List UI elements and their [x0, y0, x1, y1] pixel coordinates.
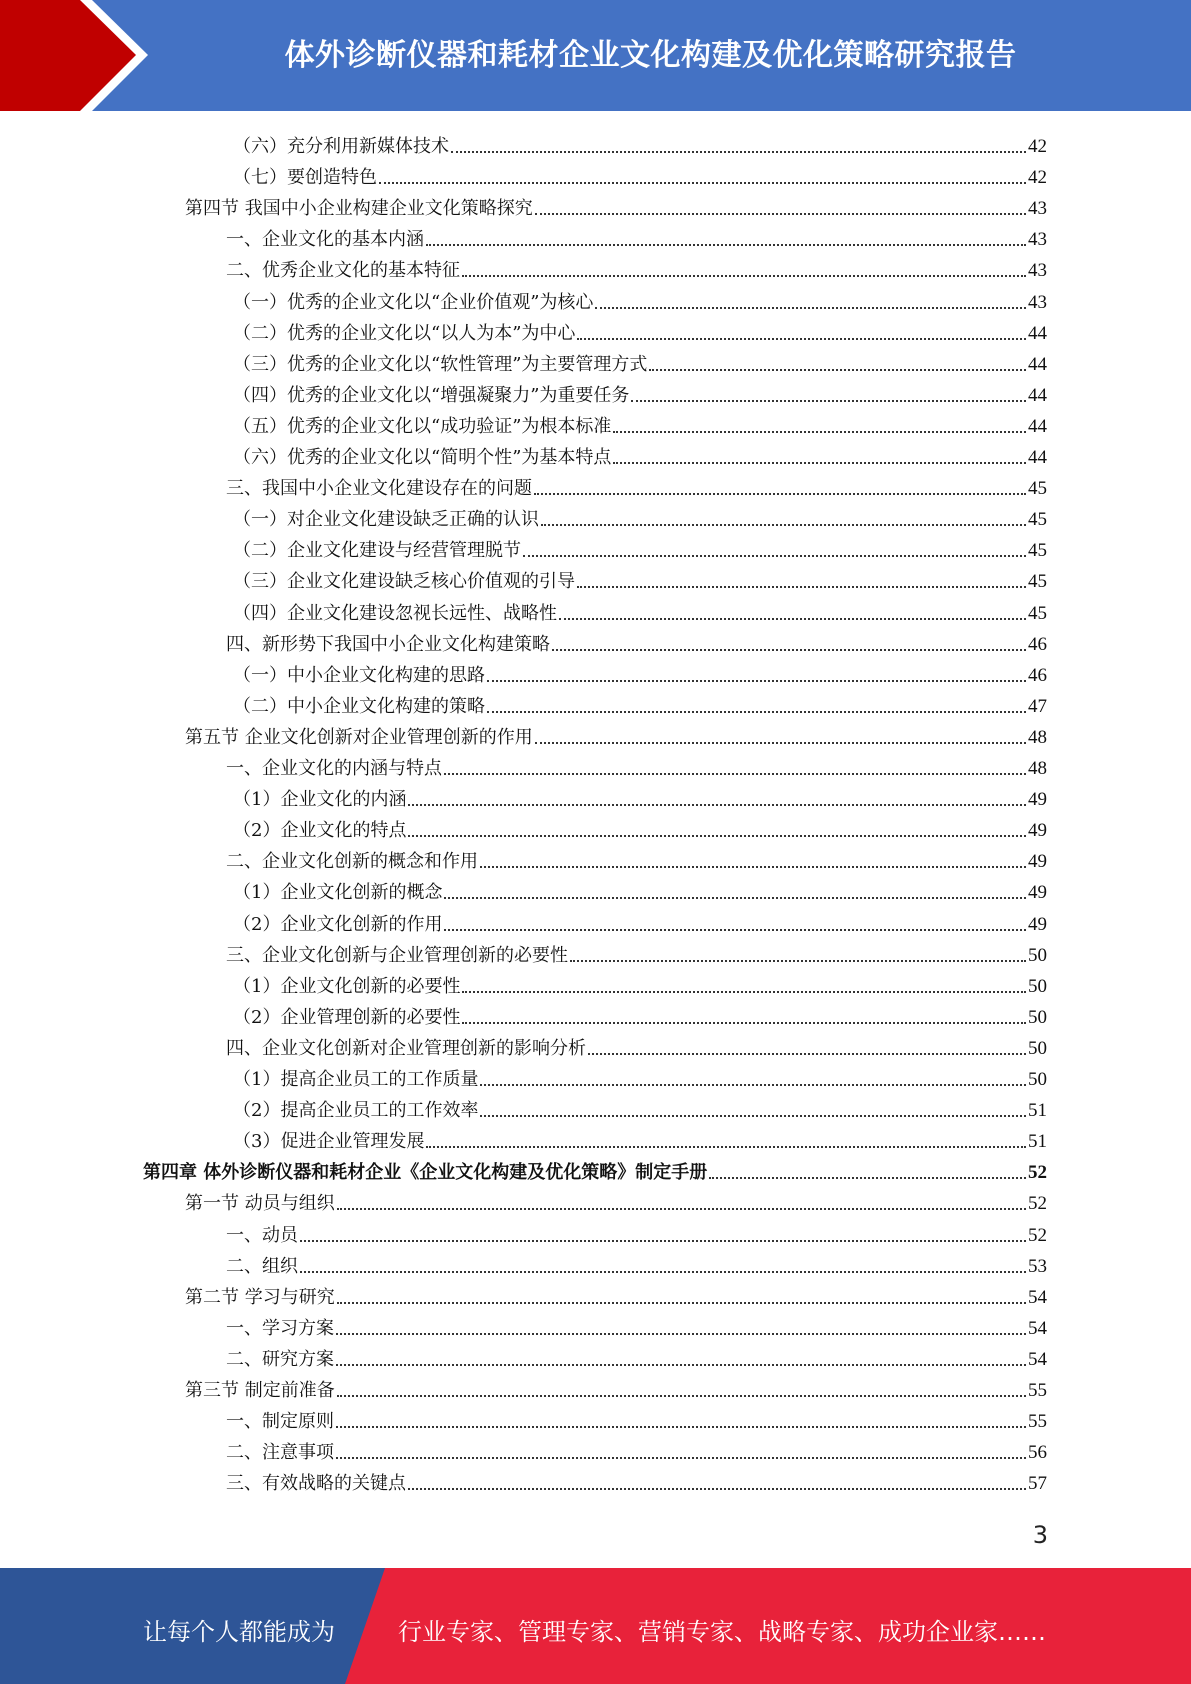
toc-entry-label: 一、企业文化的基本内涵: [226, 229, 424, 251]
toc-entry-label: 二、组织: [226, 1255, 298, 1277]
page-number: 3: [1032, 1521, 1048, 1549]
toc-entry-label: （一）优秀的企业文化以“企业价值观”为核心: [233, 291, 594, 313]
toc-leader-dots: [487, 711, 1026, 713]
toc-entry-label: 第一节 动员与组织: [185, 1193, 335, 1215]
toc-entry-label: 四、新形势下我国中小企业文化构建策略: [226, 633, 550, 655]
toc-entry-page: 45: [1028, 540, 1047, 562]
toc-entry-page: 45: [1028, 478, 1047, 500]
toc-leader-dots: [534, 493, 1026, 495]
toc-entry[interactable]: [185, 189, 1047, 220]
toc-entry-page: 48: [1028, 758, 1047, 779]
toc-entry-label: （3）促进企业管理发展: [233, 1131, 425, 1153]
toc-entry-page: 52: [1028, 1224, 1047, 1246]
toc-entry[interactable]: [185, 1371, 1047, 1402]
toc-entry-page: 48: [1028, 726, 1047, 748]
toc-leader-dots: [570, 960, 1026, 962]
toc-entry-page: 50: [1028, 1037, 1047, 1059]
toc-entry-page: 43: [1028, 198, 1047, 220]
toc-entry[interactable]: [226, 1247, 1047, 1278]
toc-entry[interactable]: [226, 625, 1047, 656]
toc-entry-page: 43: [1028, 229, 1047, 251]
toc-entry-page: 55: [1028, 1380, 1047, 1401]
toc-entry-label: （一）对企业文化建设缺乏正确的认识: [233, 509, 539, 531]
toc-entry-label: （二）优秀的企业文化以“以人为本”为中心: [233, 322, 576, 344]
toc-entry-page: 47: [1028, 695, 1047, 717]
toc-entry[interactable]: [233, 314, 1047, 345]
toc-entry[interactable]: [233, 905, 1047, 936]
toc-leader-dots: [535, 742, 1026, 744]
toc-entry[interactable]: [226, 1402, 1047, 1433]
toc-entry-label: 二、企业文化创新的概念和作用: [226, 851, 478, 873]
toc-entry-label: （七）要创造特色: [233, 167, 377, 189]
toc-leader-dots: [444, 773, 1026, 775]
toc-entry-page: 49: [1028, 913, 1047, 935]
toc-entry-label: （2）企业文化创新的作用: [233, 913, 443, 935]
toc-entry[interactable]: [233, 376, 1047, 407]
toc-leader-dots: [649, 369, 1026, 371]
toc-entry-label: （2）企业文化的特点: [233, 820, 407, 842]
toc-entry-page: 49: [1028, 882, 1047, 904]
toc-entry[interactable]: [226, 1309, 1047, 1340]
toc-entry-page: 50: [1028, 1006, 1047, 1028]
toc-entry-label: 二、研究方案: [226, 1348, 334, 1370]
toc-leader-dots: [613, 462, 1026, 464]
toc-entry-page: 44: [1028, 322, 1047, 344]
toc-leader-dots: [535, 213, 1026, 215]
toc-leader-dots: [631, 400, 1026, 402]
toc-leader-dots: [337, 1302, 1026, 1304]
toc-leader-dots: [379, 182, 1026, 184]
toc-leader-dots: [577, 586, 1026, 588]
toc-entry[interactable]: [233, 158, 1047, 189]
toc-entry[interactable]: [233, 531, 1047, 562]
toc-entry-page: 44: [1028, 447, 1047, 468]
toc-entry-label: （四）企业文化建设忽视长远性、战略性: [233, 602, 557, 624]
toc-leader-dots: [336, 1333, 1026, 1335]
toc-entry-label: 第五节 企业文化创新对企业管理创新的作用: [185, 726, 533, 748]
toc-entry-page: 42: [1028, 167, 1047, 189]
toc-entry-label: （二）企业文化建设与经营管理脱节: [233, 540, 521, 562]
toc-entry-label: （1）企业文化创新的必要性: [233, 975, 461, 997]
toc-leader-dots: [337, 1208, 1026, 1210]
toc-entry[interactable]: [233, 562, 1047, 593]
toc-entry-label: 第二节 学习与研究: [185, 1286, 335, 1308]
toc-entry[interactable]: [233, 780, 1047, 811]
toc-leader-dots: [462, 1022, 1026, 1024]
toc-leader-dots: [577, 338, 1026, 340]
toc-entry[interactable]: [226, 1340, 1047, 1371]
toc-entry-page: 44: [1028, 415, 1047, 437]
toc-entry-page: 51: [1028, 1131, 1047, 1153]
toc-entry-label: （四）优秀的企业文化以“增强凝聚力”为重要任务: [233, 384, 630, 406]
toc-entry-label: （2）企业管理创新的必要性: [233, 1006, 461, 1028]
toc-entry-page: 46: [1028, 633, 1047, 655]
toc-entry-label: （六）优秀的企业文化以“简明个性”为基本特点: [233, 447, 612, 468]
toc-entry-label: （六）充分利用新媒体技术: [233, 136, 449, 157]
toc-leader-dots: [480, 1115, 1026, 1117]
toc-entry-page: 53: [1028, 1255, 1047, 1277]
report-title: 体外诊断仪器和耗材企业文化构建及优化策略研究报告: [284, 38, 1017, 73]
footer-slogan-right: 行业专家、管理专家、营销专家、战略专家、成功企业家……: [398, 1618, 1046, 1646]
toc-entry-page: 44: [1028, 353, 1047, 375]
toc-entry-label: （1）企业文化的内涵: [233, 789, 407, 811]
toc-entry-label: 三、企业文化创新与企业管理创新的必要性: [226, 944, 568, 966]
toc-entry-label: （三）企业文化建设缺乏核心价值观的引导: [233, 571, 575, 593]
toc-entry-label: （2）提高企业员工的工作效率: [233, 1100, 479, 1122]
toc-entry[interactable]: [185, 718, 1047, 749]
toc-leader-dots: [588, 1053, 1026, 1055]
toc-leader-dots: [541, 524, 1026, 526]
toc-entry[interactable]: [226, 469, 1047, 500]
toc-entry[interactable]: [233, 967, 1047, 998]
toc-entry[interactable]: [226, 1464, 1047, 1495]
toc-entry-page: 49: [1028, 820, 1047, 842]
toc-leader-dots: [613, 431, 1026, 433]
toc-entry[interactable]: [233, 811, 1047, 842]
toc-entry[interactable]: [233, 345, 1047, 376]
toc-entry[interactable]: [226, 1216, 1047, 1247]
toc-entry-page: 49: [1028, 851, 1047, 873]
toc-entry-page: 54: [1028, 1348, 1047, 1370]
toc-entry-page: 46: [1028, 664, 1047, 686]
toc-entry-page: 49: [1028, 789, 1047, 811]
toc-entry-page: 52: [1028, 1162, 1047, 1184]
toc-entry-page: 52: [1028, 1193, 1047, 1215]
toc-leader-dots: [462, 991, 1026, 993]
toc-entry[interactable]: [233, 687, 1047, 718]
toc-entry-page: 43: [1028, 260, 1047, 282]
toc-entry[interactable]: [233, 873, 1047, 904]
toc-entry-page: 50: [1028, 944, 1047, 966]
toc-leader-dots: [426, 244, 1026, 246]
toc-leader-dots: [408, 1488, 1026, 1490]
toc-entry[interactable]: [233, 127, 1047, 158]
header-chevron-icon: [0, 0, 160, 111]
toc-entry-label: 一、企业文化的内涵与特点: [226, 758, 442, 779]
toc-leader-dots: [408, 804, 1026, 806]
toc-entry[interactable]: [233, 656, 1047, 687]
toc-entry-label: 第三节 制定前准备: [185, 1380, 335, 1401]
toc-leader-dots: [426, 1146, 1026, 1148]
toc-entry-page: 45: [1028, 509, 1047, 531]
toc-entry-page: 50: [1028, 1069, 1047, 1090]
toc-entry[interactable]: [233, 500, 1047, 531]
toc-entry[interactable]: [233, 594, 1047, 625]
toc-leader-dots: [559, 618, 1026, 620]
page-header: [0, 0, 1191, 111]
toc-leader-dots: [444, 929, 1026, 931]
toc-entry-page: 51: [1028, 1100, 1047, 1122]
toc-entry[interactable]: [185, 1278, 1047, 1309]
toc-entry-page: 50: [1028, 975, 1047, 997]
toc-entry-label: （一）中小企业文化构建的思路: [233, 664, 485, 686]
toc-entry[interactable]: [143, 1153, 1047, 1184]
toc-entry-label: （二）中小企业文化构建的策略: [233, 695, 485, 717]
toc-entry[interactable]: [233, 1091, 1047, 1122]
toc-entry-page: 54: [1028, 1286, 1047, 1308]
footer-slogan-left: 让每个人都能成为: [143, 1618, 335, 1646]
toc-entry-label: 第四章 体外诊断仪器和耗材企业《企业文化构建及优化策略》制定手册: [143, 1162, 708, 1184]
toc-leader-dots: [487, 680, 1026, 682]
toc-entry[interactable]: [185, 1184, 1047, 1215]
toc-leader-dots: [336, 1457, 1026, 1459]
toc-entry-label: 三、有效战略的关键点: [226, 1473, 406, 1495]
toc-leader-dots: [552, 649, 1026, 651]
toc-entry-page: 45: [1028, 571, 1047, 593]
toc-entry-label: 二、注意事项: [226, 1442, 334, 1464]
toc-entry[interactable]: [226, 1433, 1047, 1464]
toc-entry-label: （1）企业文化创新的概念: [233, 882, 443, 904]
toc-leader-dots: [336, 1426, 1026, 1428]
toc-leader-dots: [300, 1240, 1026, 1242]
toc-entry-page: 44: [1028, 384, 1047, 406]
toc-leader-dots: [444, 897, 1026, 899]
toc-entry-page: 54: [1028, 1317, 1047, 1339]
toc-entry[interactable]: [226, 749, 1047, 780]
toc-leader-dots: [337, 1395, 1026, 1397]
toc-entry[interactable]: [233, 1122, 1047, 1153]
toc-entry-page: 43: [1028, 291, 1047, 313]
toc-leader-dots: [462, 275, 1026, 277]
toc-leader-dots: [408, 835, 1026, 837]
toc-entry[interactable]: [226, 1029, 1047, 1060]
toc-entry[interactable]: [233, 998, 1047, 1029]
toc-leader-dots: [709, 1177, 1026, 1179]
toc-entry[interactable]: [233, 438, 1047, 469]
toc-entry-page: 42: [1028, 136, 1047, 157]
toc-entry[interactable]: [226, 220, 1047, 251]
toc-entry-label: （三）优秀的企业文化以“软性管理”为主要管理方式: [233, 353, 648, 375]
toc-entry-label: （1）提高企业员工的工作质量: [233, 1069, 479, 1090]
toc-leader-dots: [595, 307, 1026, 309]
toc-entry-label: 二、优秀企业文化的基本特征: [226, 260, 460, 282]
toc-leader-dots: [480, 1084, 1026, 1086]
page-footer: [0, 1568, 1191, 1684]
toc-entry[interactable]: [226, 842, 1047, 873]
toc-entry[interactable]: [233, 1060, 1047, 1091]
toc-entry-page: 56: [1028, 1442, 1047, 1464]
toc-entry-label: 一、学习方案: [226, 1317, 334, 1339]
toc-entry[interactable]: [233, 283, 1047, 314]
toc-entry[interactable]: [226, 251, 1047, 282]
toc-entry-label: （五）优秀的企业文化以“成功验证”为根本标准: [233, 415, 612, 437]
toc-entry-page: 55: [1028, 1411, 1047, 1433]
toc-entry[interactable]: [226, 936, 1047, 967]
toc-leader-dots: [523, 555, 1026, 557]
toc-leader-dots: [336, 1364, 1026, 1366]
toc-entry-page: 57: [1028, 1473, 1047, 1495]
toc-entry-page: 45: [1028, 602, 1047, 624]
toc-leader-dots: [451, 151, 1026, 153]
toc-entry-label: 一、动员: [226, 1224, 298, 1246]
toc-entry-label: 一、制定原则: [226, 1411, 334, 1433]
toc-leader-dots: [480, 866, 1026, 868]
toc-entry-label: 三、我国中小企业文化建设存在的问题: [226, 478, 532, 500]
toc-leader-dots: [300, 1271, 1026, 1273]
toc-entry-label: 第四节 我国中小企业构建企业文化策略探究: [185, 198, 533, 220]
toc-entry-label: 四、企业文化创新对企业管理创新的影响分析: [226, 1037, 586, 1059]
toc-entry[interactable]: [233, 407, 1047, 438]
